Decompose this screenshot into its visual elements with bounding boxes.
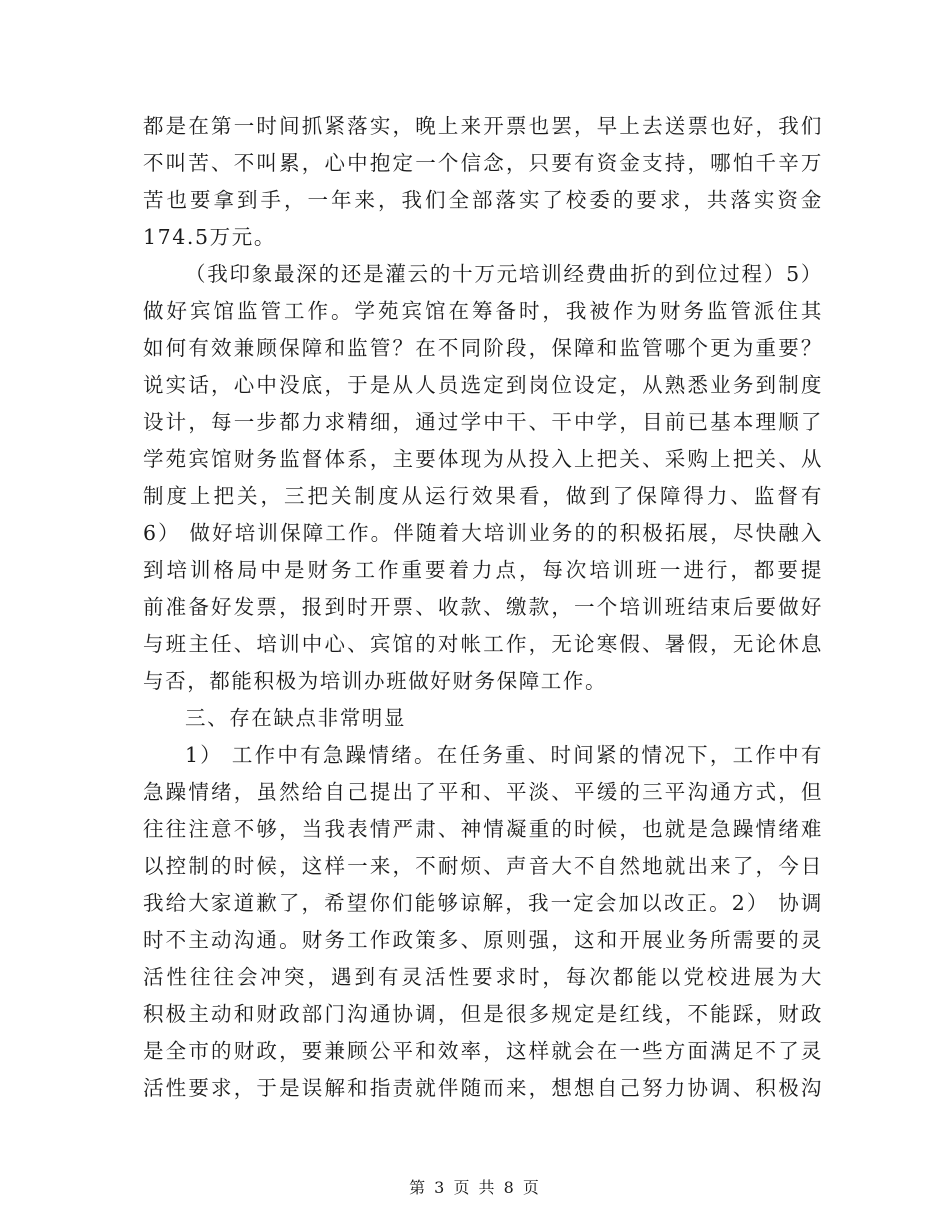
body-line: 苦也要拿到手，一年来，我们全部落实了校委的要求，共落实资金 (143, 188, 823, 212)
body-line: 活性往往会冲突，遇到有灵活性要求时，每次都能以党校进展为大 (143, 965, 823, 989)
body-line: 如何有效兼顾保障和监管？在不同阶段，保障和监管哪个更为重要？ (143, 336, 823, 360)
body-line: 到培训格局中是财务工作重要着力点，每次培训班一进行，都要提 (143, 558, 823, 582)
body-line: 以控制的时候，这样一来，不耐烦、声音大不自然地就出来了，今日 (143, 854, 823, 878)
body-line: 都是在第一时间抓紧落实，晚上来开票也罢，早上去送票也好，我们 (143, 114, 823, 138)
body-line: 1） 工作中有急躁情绪。在任务重、时间紧的情况下，工作中有 (185, 743, 823, 767)
body-line: 前准备好发票，报到时开票、收款、缴款，一个培训班结束后要做好 (143, 595, 823, 619)
body-line: 积极主动和财政部门沟通协调，但是很多规定是红线，不能踩，财政 (143, 1002, 823, 1026)
body-line: 学苑宾馆财务监督体系，主要体现为从投入上把关、采购上把关、从 (143, 447, 823, 471)
body-line: 6） 做好培训保障工作。伴随着大培训业务的的积极拓展，尽快融入 (143, 521, 823, 545)
body-line: 与否，都能积极为培训办班做好财务保障工作。 (143, 669, 608, 693)
body-line: 设计，每一步都力求精细，通过学中干、干中学，目前已基本理顺了 (143, 410, 823, 434)
body-line: 时不主动沟通。财务工作政策多、原则强，这和开展业务所需要的灵 (143, 928, 823, 952)
body-line: 活性要求，于是误解和指责就伴随而来，想想自己努力协调、积极沟 (143, 1076, 823, 1100)
body-line: 制度上把关，三把关制度从运行效果看，做到了保障得力、监督有 (143, 484, 823, 508)
body-line: 与班主任、培训中心、宾馆的对帐工作，无论寒假、暑假，无论休息 (143, 632, 823, 656)
body-line: 说实话，心中没底，于是从人员选定到岗位设定，从熟悉业务到制度 (143, 373, 823, 397)
body-line: （我印象最深的还是灌云的十万元培训经费曲折的到位过程）5） (185, 262, 823, 286)
section-heading: 三、存在缺点非常明显 (185, 706, 406, 730)
body-line: 往往注意不够，当我表情严肃、神情凝重的时候，也就是急躁情绪难 (143, 817, 823, 841)
body-line: 是全市的财政，要兼顾公平和效率，这样就会在一些方面满足不了灵 (143, 1039, 823, 1063)
body-line: 急躁情绪，虽然给自己提出了平和、平淡、平缓的三平沟通方式，但 (143, 780, 823, 804)
body-line: 我给大家道歉了，希望你们能够谅解，我一定会加以改正。2） 协调 (143, 891, 823, 915)
body-line: 不叫苦、不叫累，心中抱定一个信念，只要有资金支持，哪怕千辛万 (143, 151, 823, 175)
body-line: 174.5万元。 (143, 225, 276, 249)
page-footer: 第 3 页 共 8 页 (409, 1178, 541, 1197)
body-line: 做好宾馆监管工作。学苑宾馆在筹备时，我被作为财务监管派住其 (143, 299, 823, 323)
